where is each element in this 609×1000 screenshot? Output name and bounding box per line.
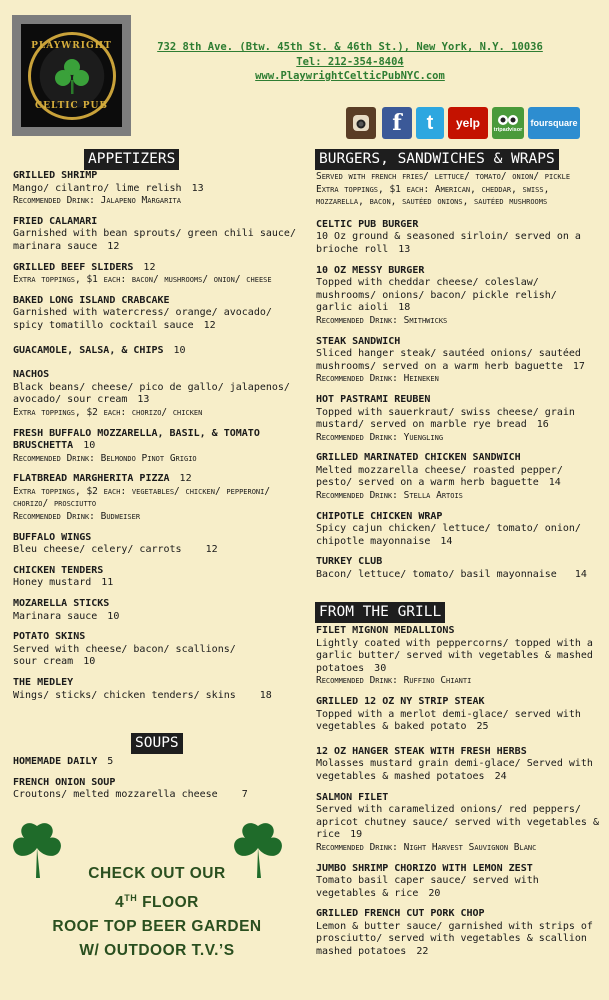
menu-item: GUACAMOLE, SALSA, & CHIPS 10: [13, 344, 186, 356]
menu-item: BAKED LONG ISLAND CRABCAKE Garnished with watercress/ orange/ avocado/ spicy tomatillo cocktail sauce 12: [13, 294, 272, 331]
grill-header: FROM THE GRILL: [315, 602, 445, 623]
facebook-icon[interactable]: f: [382, 107, 412, 139]
appetizers-header: APPETIZERS: [84, 149, 179, 170]
menu-item: JUMBO SHRIMP CHORIZO WITH LEMON ZEST Tomato basil caper sauce/ served with vegetables & rice 20: [316, 862, 539, 899]
burgers-header: BURGERS, SANDWICHES & WRAPS: [315, 149, 559, 170]
soups-header: SOUPS: [131, 733, 183, 754]
contact-info: [150, 40, 550, 84]
roof-top-promo: CHECK OUT OUR 4TH FLOOR ROOF TOP BEER GARDEN W/ OUTDOOR T.V.’S: [52, 865, 262, 960]
menu-item: STEAK SANDWICH Sliced hanger steak/ sautéed onions/ sautéed mushrooms/ served on a warm herb baguette 17 Recommended Drink: Heineken: [316, 335, 585, 385]
menu-item: HOT PASTRAMI REUBEN Topped with sauerkraut/ swiss cheese/ grain mustard/ served on marble rye bread 16 Recommended Drink: Yuengling: [316, 393, 575, 443]
menu-item: GRILLED BEEF SLIDERS 12 Extra toppings, $1 each: bacon/ mushrooms/ onion/ cheese: [13, 261, 272, 286]
menu-item: FILET MIGNON MEDALLIONS Lightly coated with peppercorns/ topped with a garlic butter/ served with vegetables & mashed potatoes 30 Recommended Drink: Ruffino Chianti: [316, 625, 593, 687]
burgers-intro: Served with french fries/ lettuce/ tomato/ onion/ pickle: [316, 171, 571, 182]
logo-text-bottom: CELTIC PUB: [34, 100, 109, 111]
logo-ring: [28, 32, 116, 120]
menu-item: TURKEY CLUB Bacon/ lettuce/ tomato/ basil mayonnaise 14: [316, 556, 587, 581]
menu-item: HOMEMADE DAILY 5: [13, 756, 114, 767]
menu-item: GRILLED FRENCH CUT PORK CHOP Lemon & butter sauce/ garnished with strips of prosciutto/ served with vegetables & scallion mashed potatoes 22: [316, 908, 593, 958]
logo-text-top: PLAYWRIGHT: [31, 40, 112, 51]
menu-item: FLATBREAD MARGHERITA PIZZA 12 Extra toppings, $2 each: vegetables/ chicken/ pepperoni/ chorizo/ prosciutto Recommended Drink: Budweiser: [13, 473, 271, 523]
menu-item: CHICKEN TENDERS Honey mustard 11: [13, 564, 114, 589]
twitter-icon[interactable]: t: [416, 107, 444, 139]
shamrock-icon: [52, 56, 92, 96]
menu-item: CHIPOTLE CHICKEN WRAP Spicy cajun chicken/ lettuce/ tomato/ onion/ chipotle mayonnaise 14: [316, 510, 581, 547]
grill-list: [316, 625, 602, 959]
menu-item: NACHOS Black beans/ cheese/ pico de gallo/ jalapenos/ avocado/ sour cream 13 Extra toppings, $2 each: chorizo/ chicken: [13, 369, 290, 418]
burger-list: [316, 171, 602, 582]
menu-item: FRIED CALAMARI Garnished with bean sprouts/ green chili sauce/ marinara sauce 12: [13, 215, 296, 252]
menu-item: FRENCH ONION SOUP Croutons/ melted mozzarella cheese 7: [13, 776, 248, 801]
menu-item: CELTIC PUB BURGER 10 Oz ground & seasoned sirloin/ served on a brioche roll 13: [316, 218, 581, 255]
menu-item: GRILLED 12 OZ NY STRIP STEAK Topped with a merlot demi-glace/ served with vegetables & baked potato 25: [316, 695, 581, 733]
address: 732 8th Ave. (Btw. 45th St. & 46th St.), New York, N.Y. 10036: [157, 41, 543, 53]
logo: [12, 15, 131, 136]
tripadvisor-icon[interactable]: tripadvisor: [492, 107, 524, 139]
menu-item: SALMON FILET Served with caramelized onions/ red peppers/ apricot chutney sauce/ served with vegetables & rice 19 Recommended Drink: Night Harvest Sauvignon Blanc: [316, 791, 599, 853]
website-link[interactable]: www.PlaywrightCelticPubNYC.com: [255, 70, 445, 82]
instagram-icon[interactable]: [346, 107, 376, 139]
appetizer-list: [13, 170, 298, 710]
telephone: Tel: 212-354-8404: [296, 55, 404, 68]
menu-item: MOZARELLA STICKS Marinara sauce 10: [13, 598, 120, 622]
menu-item: GRILLED SHRIMP Mango/ cilantro/ lime relish 13 Recommended Drink: Jalapeno Margarita: [13, 170, 204, 207]
menu-item: GRILLED MARINATED CHICKEN SANDWICH Melted mozzarella cheese/ roasted pepper/ pesto/ served on a warm herb baguette 14 Recommended Drink: Stella Artois: [316, 452, 563, 502]
menu-item: 10 OZ MESSY BURGER Topped with cheddar cheese/ coleslaw/ mushrooms/ onions/ bacon/ pickle relish/ garlic aioli 18 Recommended Drink: Smithwicks: [316, 264, 557, 326]
menu-item: THE MEDLEY Wings/ sticks/ chicken tenders/ skins 18: [13, 677, 272, 701]
menu-item: BUFFALO WINGS Bleu cheese/ celery/ carrots 12: [13, 531, 218, 556]
foursquare-icon[interactable]: foursquare: [528, 107, 580, 139]
menu-item: FRESH BUFFALO MOZZARELLA, BASIL, & TOMATO BRUSCHETTA 10 Recommended Drink: Belmondo Pinot Grigio: [13, 427, 260, 464]
menu-item: POTATO SKINS Served with cheese/ bacon/ scallions/ sour cream 10: [13, 631, 236, 668]
menu-item: 12 OZ HANGER STEAK WITH FRESH HERBS Molasses mustard grain demi-glace/ Served with vegetables & mashed potatoes 24: [316, 745, 593, 782]
soup-list: [13, 756, 298, 802]
yelp-icon[interactable]: yelp: [448, 107, 488, 139]
burgers-extra-toppings: Extra toppings, $1 each: American, cheddar, swiss, mozzarella, bacon, sautéed onions, sautéed mushrooms: [316, 183, 550, 208]
